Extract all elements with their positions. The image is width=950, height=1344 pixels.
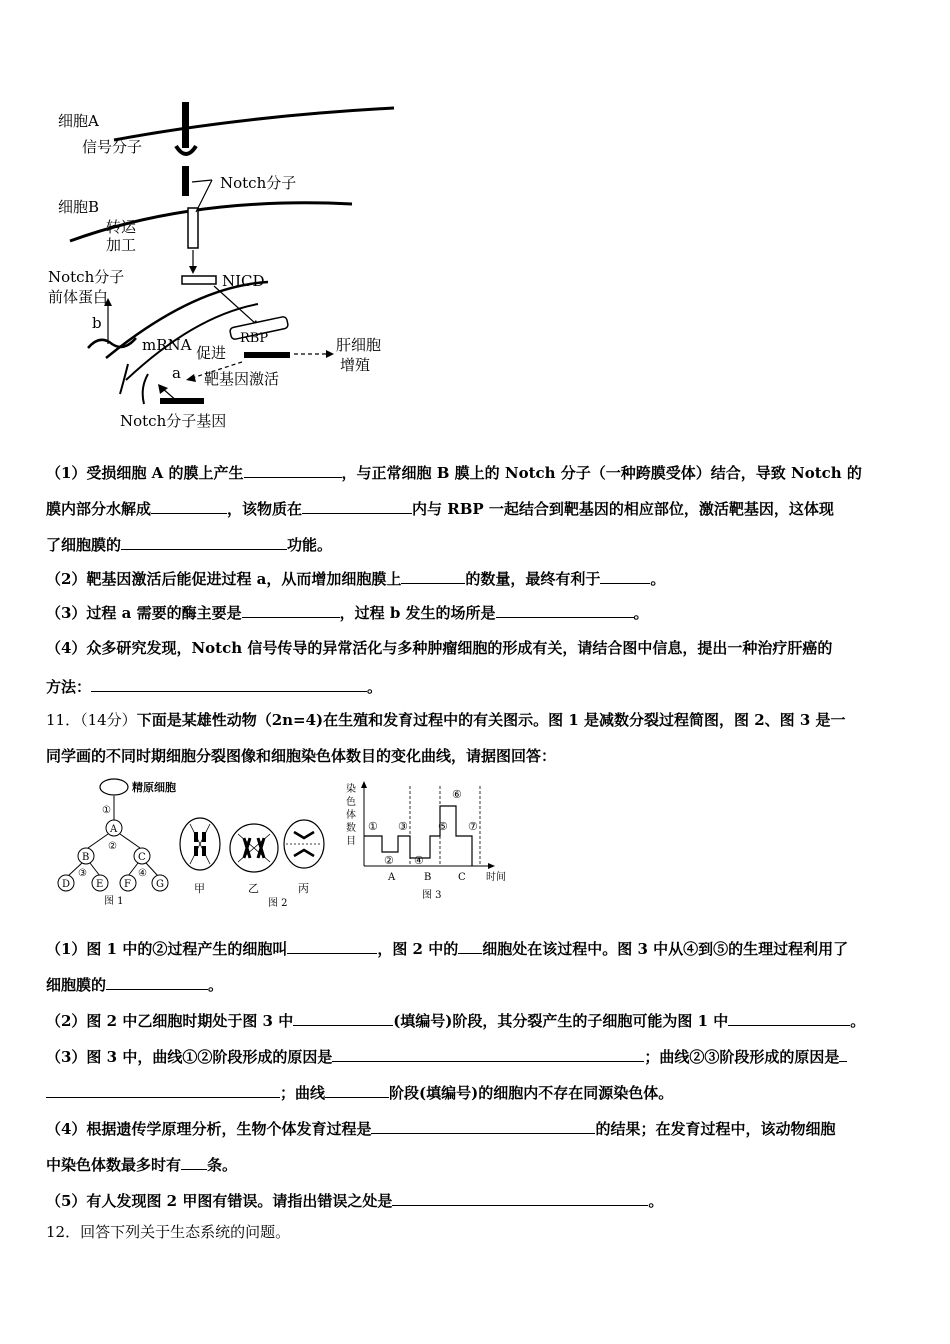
fig3-stage-3: ③ xyxy=(398,820,408,833)
fig2-label-jia: 甲 xyxy=(194,882,205,895)
q11-stem-line1: 11．（14分）下面是某雄性动物（2n=4)在生殖和发育过程中的有关图示。图 1 是减数分裂过程简图，图 2、图 3 是一 xyxy=(46,711,846,729)
fig1-caption: 图 1 xyxy=(104,896,124,907)
fig3-tick-a: A xyxy=(388,872,396,883)
q11-part1-line1: （1）图 1 中的②过程产生的细胞叫 ，图 2 中的 细胞处在该过程中。图 3 中从④到⑤的生理过程利用了 xyxy=(46,940,849,958)
fig3-ylabel-1: 染 xyxy=(346,784,356,795)
answer-blank[interactable] xyxy=(293,1010,393,1026)
answer-blank[interactable] xyxy=(151,498,227,514)
q10-part4-line2: 方法： 。 xyxy=(46,678,383,696)
label-notch-molecule: Notch分子 xyxy=(220,174,297,192)
q10-part1-line1: （1）受损细胞 A 的膜上产生 ，与正常细胞 B 膜上的 Notch 分子（一种跨膜受体）结合，导致 Notch 的 xyxy=(46,464,862,482)
figure1-meiosis-tree xyxy=(50,776,180,910)
label-cell-b: 细胞B xyxy=(58,198,100,216)
answer-blank[interactable] xyxy=(332,1046,644,1062)
label-process: 加工 xyxy=(106,236,137,254)
answer-blank[interactable] xyxy=(91,676,367,692)
label-cell-a: 细胞A xyxy=(58,112,99,130)
fig2-label-bing: 丙 xyxy=(298,882,309,895)
answer-blank[interactable] xyxy=(302,498,412,514)
answer-blank[interactable] xyxy=(728,1010,850,1026)
fig2-caption: 图 2 xyxy=(268,898,288,909)
label-promote: 促进 xyxy=(196,344,227,362)
answer-blank[interactable] xyxy=(244,462,342,478)
label-notch-gene: Notch分子基因 xyxy=(120,412,227,430)
nicd-shape xyxy=(182,276,216,284)
fig3-tick-b: B xyxy=(424,872,432,883)
fig2-label-yi: 乙 xyxy=(248,882,259,895)
q11-part4-line1: （4）根据遗传学原理分析，生物个体发育过程是 的结果；在发育过程中，该动物细胞 xyxy=(46,1120,836,1138)
answer-blank[interactable] xyxy=(287,938,377,954)
label-notch-precursor-1: Notch分子 xyxy=(48,268,125,286)
q11-part4-line2: 中染色体数最多时有 条。 xyxy=(46,1156,238,1174)
q11-stem-line2: 同学画的不同时期细胞分裂图像和细胞染色体数目的变化曲线，请据图回答： xyxy=(46,747,557,765)
fig1-node-c: C xyxy=(138,852,146,863)
figure3-chromosome-curve xyxy=(346,778,522,906)
answer-blank[interactable] xyxy=(181,1154,207,1170)
q10-part1-line2: 膜内部分水解成 ，该物质在 内与 RBP 一起结合到靶基因的相应部位，激活靶基因，这体现 xyxy=(46,500,834,518)
fig1-node-d: D xyxy=(62,879,71,890)
answer-blank[interactable] xyxy=(600,568,650,584)
answer-blank[interactable] xyxy=(496,602,634,618)
fig3-xlabel: 时间 xyxy=(486,872,506,883)
fig1-step3: ③ xyxy=(78,868,87,879)
fig3-ylabel-3: 体 xyxy=(346,810,356,821)
answer-blank[interactable] xyxy=(392,1190,648,1206)
label-b: b xyxy=(92,314,102,332)
answer-blank[interactable] xyxy=(325,1082,389,1098)
q10-part3: （3）过程 a 需要的酶主要是 ，过程 b 发生的场所是 。 xyxy=(46,604,649,622)
cell-a-membrane xyxy=(114,108,394,140)
fig1-step1: ① xyxy=(102,805,111,816)
label-a: a xyxy=(172,364,181,382)
label-transport: 转运 xyxy=(106,218,137,236)
target-gene-dna xyxy=(244,352,290,358)
fig1-node-g: G xyxy=(156,879,164,890)
q10-part4-line1: （4）众多研究发现，Notch 信号传导的异常活化与多种肿瘤细胞的形成有关，请结合图中信息，提出一种治疗肝癌的 xyxy=(46,639,833,657)
answer-blank[interactable] xyxy=(46,1082,280,1098)
fig1-node-b: B xyxy=(82,852,90,863)
fig1-step2: ② xyxy=(108,841,117,852)
fig3-stage-5: ⑤ xyxy=(438,820,448,833)
notch-signaling-figure xyxy=(44,96,404,436)
label-notch-precursor-2: 前体蛋白 xyxy=(48,288,109,306)
answer-blank[interactable] xyxy=(458,938,482,954)
fig3-stage-6: ⑥ xyxy=(452,788,462,801)
fig1-node-e: E xyxy=(96,879,104,890)
q11-part5: （5）有人发现图 2 甲图有错误。请指出错误之处是 。 xyxy=(46,1192,664,1210)
q11-part3-line1: （3）图 3 中，曲线①②阶段形成的原因是 ；曲线②③阶段形成的原因是 xyxy=(46,1046,847,1067)
label-liver-2: 增殖 xyxy=(340,356,371,374)
fig3-stage-4: ④ xyxy=(414,854,424,867)
fig3-stage-7: ⑦ xyxy=(468,820,478,833)
fig3-stage-1: ① xyxy=(368,820,378,833)
label-mrna: mRNA xyxy=(142,336,192,354)
fig1-node-a: A xyxy=(110,824,118,835)
notch-receptor-shape xyxy=(182,166,189,196)
q12-stem: 12．回答下列关于生态系统的问题。 xyxy=(46,1223,291,1241)
fig3-caption: 图 3 xyxy=(422,890,442,901)
label-rbp: RBP xyxy=(240,331,269,346)
fig1-step4: ④ xyxy=(138,868,147,879)
fig1-node-f: F xyxy=(124,879,131,890)
label-signal-molecule: 信号分子 xyxy=(82,138,143,156)
answer-blank[interactable] xyxy=(371,1118,595,1134)
fig3-stage-2: ② xyxy=(384,854,394,867)
q11-part3-line2: ；曲线 阶段(填编号)的细胞内不存在同源染色体。 xyxy=(46,1082,673,1103)
fig3-ylabel-5: 目 xyxy=(346,836,356,847)
fig3-tick-c: C xyxy=(458,872,466,883)
label-target-gene: 靶基因激活 xyxy=(204,370,280,388)
answer-blank[interactable] xyxy=(242,602,340,618)
answer-blank[interactable] xyxy=(106,974,208,990)
notch-gene-dna xyxy=(160,398,204,404)
q10-part1-line3: 了细胞膜的 功能。 xyxy=(46,536,333,554)
q10-part2: （2）靶基因激活后能促进过程 a，从而增加细胞膜上 的数量，最终有利于 。 xyxy=(46,570,666,588)
answer-blank[interactable] xyxy=(401,568,465,584)
fig3-ylabel-4: 数 xyxy=(346,823,356,834)
fig1-title: 精原细胞 xyxy=(132,781,176,794)
answer-blank[interactable] xyxy=(121,534,287,550)
fig3-ylabel-2: 色 xyxy=(346,797,356,808)
answer-blank[interactable] xyxy=(839,1046,847,1062)
figure2-cell-division xyxy=(176,810,330,910)
label-liver-1: 肝细胞 xyxy=(336,336,382,354)
q11-part2: （2）图 2 中乙细胞时期处于图 3 中 (填编号)阶段，其分裂产生的子细胞可能为图 1 中 。 xyxy=(46,1012,866,1030)
label-nicd: NICD xyxy=(222,272,265,290)
q11-part1-line2: 细胞膜的 。 xyxy=(46,976,224,994)
